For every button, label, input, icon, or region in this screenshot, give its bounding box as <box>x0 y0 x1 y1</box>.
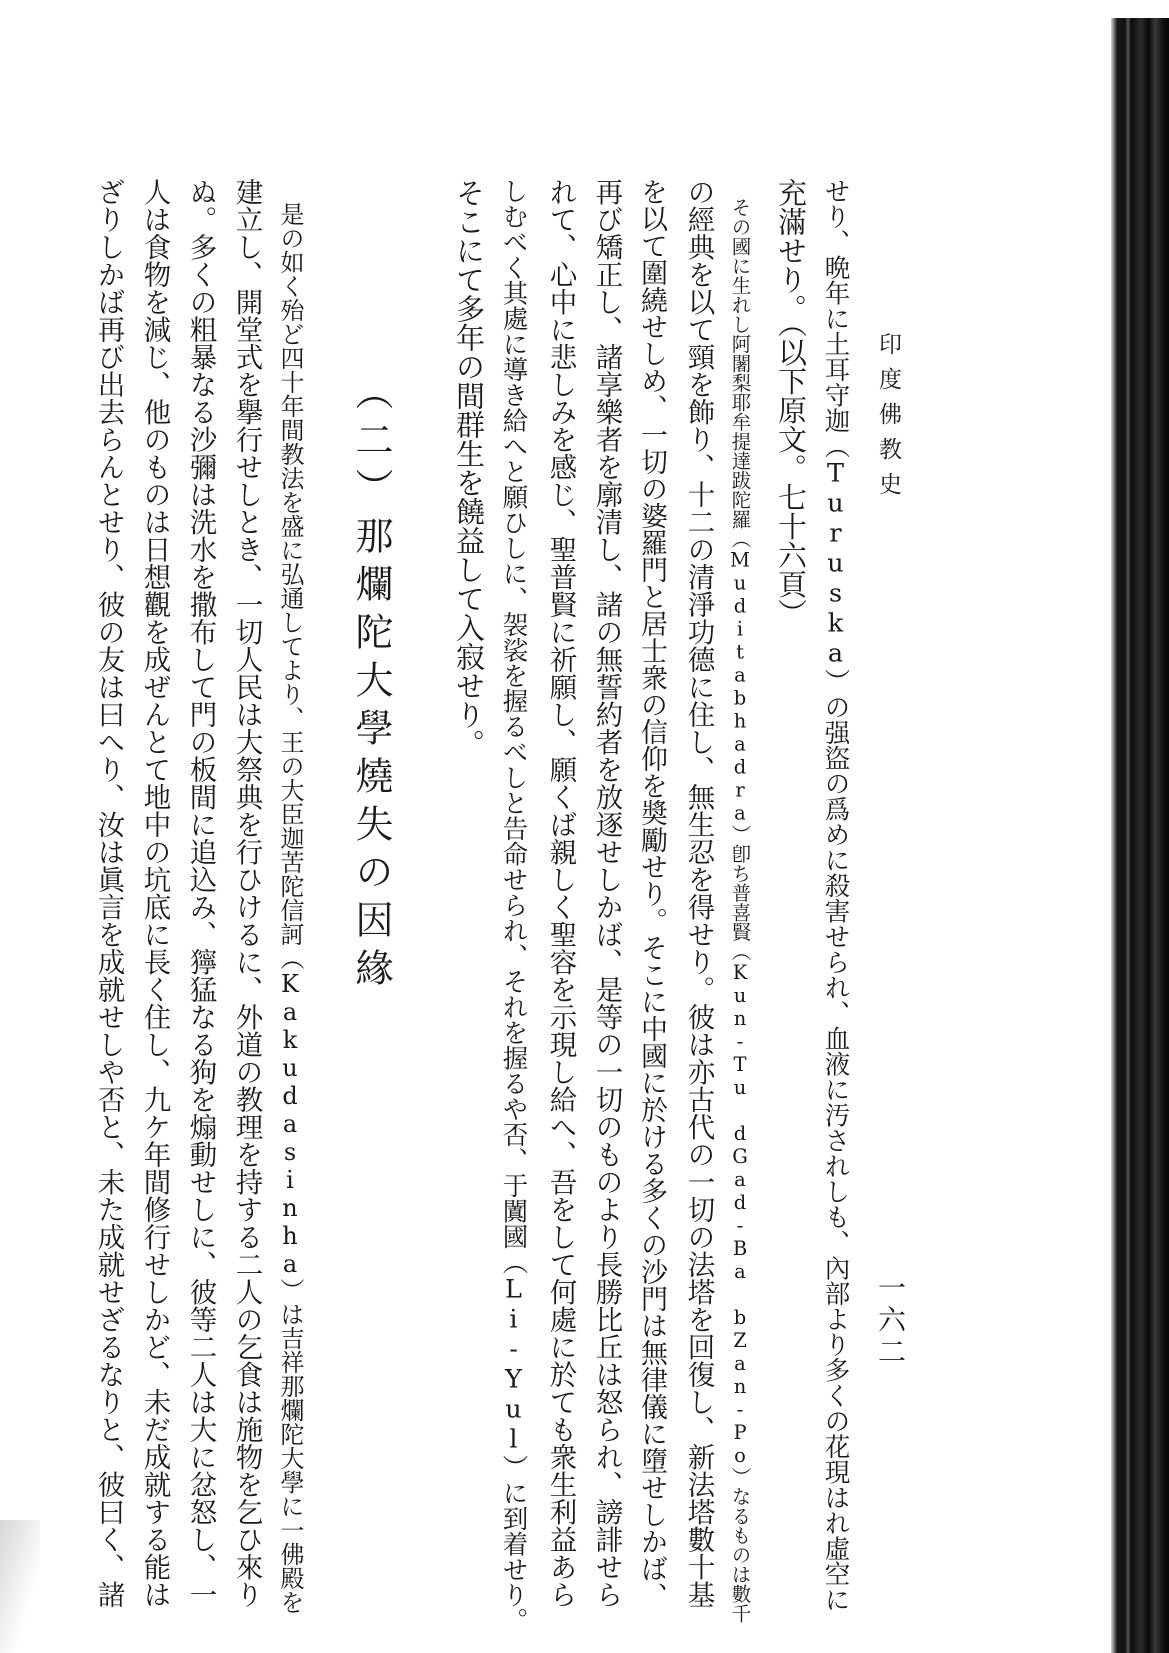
page-number: 一六二 <box>874 1273 907 1369</box>
text-line-3: その國に生れし阿闍梨耶牟提達跋陀羅（Muditabhadra）卽ち普喜賢（Kun-Tu dGad-Ba bZan-Po）なるものは數千 <box>728 178 752 1623</box>
book-binding-edge <box>1111 18 1169 1653</box>
page-edge-shadow <box>0 1520 40 1653</box>
running-header: 印度佛教史 <box>875 332 901 507</box>
text-line-2: 充滿せり。（以下原文。七十六頁） <box>774 178 808 628</box>
text-line-11: 建立し、開堂式を擧行せしとき、一切人民は大祭典を行ひけるに、外道の教理を持する二人の乞食は施物を乞ひ來り <box>230 178 263 1608</box>
text-line-6: 再び矯正し、諸享樂者を廓清し、諸の無誓約者を放逐せしかば、是等の一切のものより長勝比丘は怒られ、謗誹せら <box>590 178 623 1608</box>
text-line-9: そこにて多年の間群生を饒益して入寂せり。 <box>452 178 486 758</box>
text-line-7: れて、心中に悲しみを感じ、聖普賢に祈願し、願くば親しく聖容を示現し給へ、吾をして何處に於ても衆生利益あら <box>544 178 577 1608</box>
text-line-1: せり、晩年に土耳守迦（Turuska）の强盜の爲めに殺害せられ、血液に汚されしも、內部より多くの花現はれ虛空に <box>820 178 851 1612</box>
text-line-5: を以て圍繞せしめ、一切の婆羅門と居士衆の信仰を奬勵せり。そこに中國に於ける多くの沙門は無律儀に墮せしかば、 <box>636 178 667 1609</box>
text-line-12: ぬ。多くの粗暴なる沙彌は洗水を撒布して門の板間に追込み、獰猛なる狗を煽動せしに、彼等二人は大に忿怒し、一 <box>184 178 217 1608</box>
text-line-14: ざりしかば再び出去らんとせり、彼の友は曰へり、汝は眞言を成就せしや否と、未た成就せざるなりと、彼曰く、諸 <box>92 178 125 1608</box>
text-line-10: 是の如く殆ど四十年間教法を盛に弘通してより、王の大臣迦苦陀信訶（Kakudasinha）は吉祥那爛陀大學に一佛殿を <box>276 178 304 1614</box>
text-line-13: 人は食物を減じ、他のものは日想觀を成ぜんとて地中の坑底に長く住し、九ケ年間修行せしかど、未だ成就する能は <box>138 178 171 1608</box>
text-line-4: の經典を以て頸を飾り、十二の清淨功德に住し、無生忍を得せり。彼は亦古代の一切の法塔を回復し、新法塔數十基 <box>682 178 715 1608</box>
section-heading: （二）那爛陀大學燒失の因緣 <box>349 372 393 996</box>
text-line-8: しむべく其處に導き給へと願ひしに、袈裟を握るべしと告命せられ、それを握るや否、于闐國（Li-Yul）に到着せり。 <box>498 178 529 1633</box>
